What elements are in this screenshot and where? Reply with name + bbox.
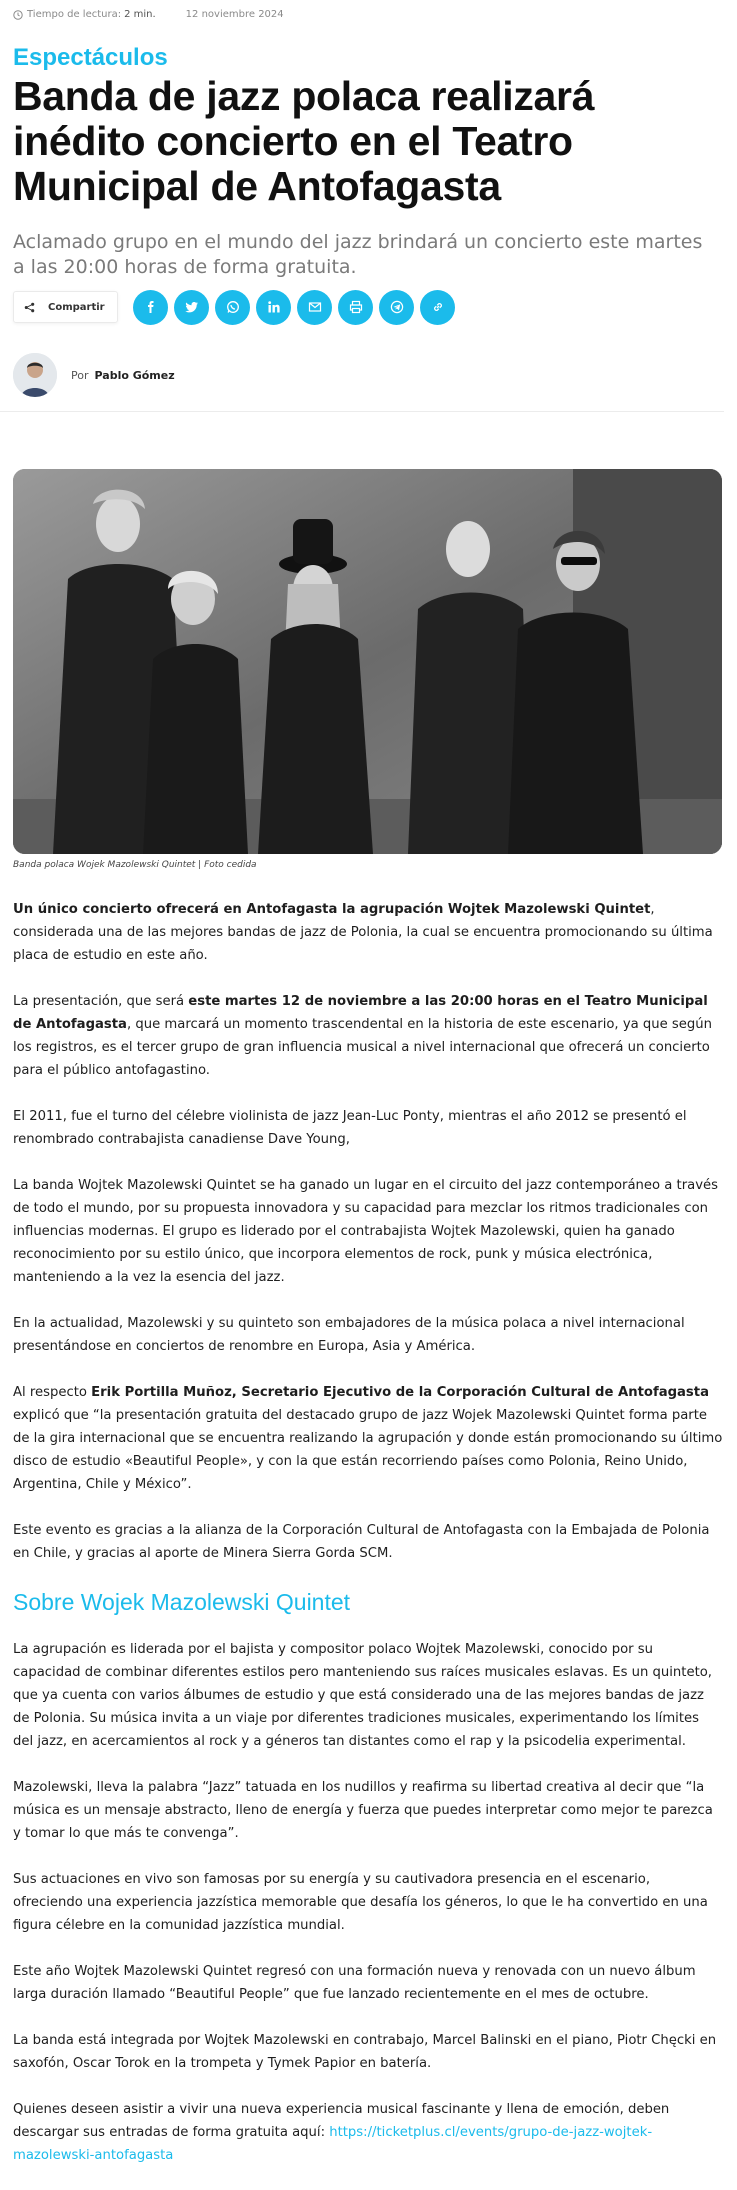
share-label: Compartir xyxy=(48,301,105,313)
reading-time-value: 2 min. xyxy=(124,9,156,20)
linkedin-icon xyxy=(267,300,281,314)
paragraph-text: Quienes deseen asistir a vivir una nueva experiencia musical fascinante y llena de emoción, deben descargar sus entradas de forma gratuita aquí: xyxy=(13,2102,670,2140)
article-meta xyxy=(13,9,284,20)
clock-icon xyxy=(13,10,23,20)
avatar[interactable] xyxy=(13,353,57,397)
author-name[interactable]: Pablo Gómez xyxy=(94,368,175,382)
paragraph: Este evento es gracias a la alianza de la Corporación Cultural de Antofagasta con la Embajada de Polonia en Chile, y gracias al aporte de Minera Sierra Gorda SCM. xyxy=(13,1523,710,1561)
share-print-button[interactable] xyxy=(338,290,373,325)
paragraph: La banda está integrada por Wojtek Mazolewski en contrabajo, Marcel Balinski en el piano, Piotr Chęcki en saxofón, Oscar Torok en la trompeta y Tymek Papior en batería. xyxy=(13,2033,717,2071)
email-icon xyxy=(308,300,322,314)
share-whatsapp-button[interactable] xyxy=(215,290,250,325)
paragraph-bold: Un único concierto ofrecerá en Antofagasta la agrupación Wojtek Mazolewski Quintet xyxy=(13,902,651,917)
share-button[interactable] xyxy=(13,291,118,323)
paragraph: Sus actuaciones en vivo son famosas por su energía y su cautivadora presencia en el escenario, ofreciendo una experiencia jazzística memorable que desafía los géneros, lo que le ha convertido en una figura célebre en la comunidad jazzística mundial. xyxy=(13,1872,708,1933)
article-subtitle: Aclamado grupo en el mundo del jazz brindará un concierto este martes a las 20:00 horas de forma gratuita. xyxy=(13,231,703,278)
share-telegram-button[interactable] xyxy=(379,290,414,325)
paragraph xyxy=(13,1381,723,1496)
tickets-link[interactable]: https://ticketplus.cl/events/grupo-de-jazz-wojtek-mazolewski-antofagasta xyxy=(13,2125,653,2163)
divider xyxy=(0,411,724,412)
telegram-icon xyxy=(390,300,404,314)
section-heading: Sobre Wojek Mazolewski Quintet xyxy=(13,1589,351,1615)
paragraph: Mazolewski, lleva la palabra “Jazz” tatuada en los nudillos y reafirma su libertad creativa al decir que “la música es un mensaje abstracto, lleno de energía y fuerza que puedes interpretar como mejor te parezca y tomar lo que más te convenga”. xyxy=(13,1780,713,1841)
copy-link-button[interactable] xyxy=(420,290,455,325)
print-icon xyxy=(349,300,363,314)
paragraph xyxy=(13,898,723,967)
facebook-icon xyxy=(144,300,158,314)
paragraph: En la actualidad, Mazolewski y su quinteto son embajadores de la música polaca a nivel internacional presentándose en conciertos de renombre en Europa, Asia y América. xyxy=(13,1316,685,1354)
share-linkedin-button[interactable] xyxy=(256,290,291,325)
paragraph-text: explicó que “la presentación gratuita del destacado grupo de jazz Wojek Mazolewski Quintet forma parte de la gira internacional que se encuentra realizando la agrupación y donde están promocionando su último disco de estudio «Beautiful People», y con la que están recorriendo países como Polonia, Reino Unido, Argentina, Chile y México”. xyxy=(13,1408,723,1492)
publish-date: 12 noviembre 2024 xyxy=(185,9,284,20)
whatsapp-icon xyxy=(226,300,240,314)
share-icon xyxy=(24,302,35,313)
share-twitter-button[interactable] xyxy=(174,290,209,325)
share-bar xyxy=(13,290,461,324)
reading-time-label: Tiempo de lectura: xyxy=(27,9,122,20)
author-byline xyxy=(13,353,175,397)
paragraph: Este año Wojtek Mazolewski Quintet regresó con una formación nueva y renovada con un nuevo álbum larga duración llamado “Beautiful People” que fue lanzado recientemente en el mes de octubre. xyxy=(13,1964,696,2002)
share-facebook-button[interactable] xyxy=(133,290,168,325)
paragraph: La banda Wojtek Mazolewski Quintet se ha ganado un lugar en el circuito del jazz contemporáneo a través de todo el mundo, por su propuesta innovadora y su capacidad para mezclar los ritmos tradicionales con influencias modernas. El grupo es liderado por el contrabajista Wojtek Mazolewski, quien ha ganado reconocimiento por su estilo único, que incorpora elementos de rock, punk y música electrónica, manteniendo a la vez la esencia del jazz. xyxy=(13,1178,719,1285)
paragraph-text: , considerada una de las mejores bandas de jazz de Polonia, la cual se encuentra promocionando su última placa de estudio en este año. xyxy=(13,902,713,963)
paragraph xyxy=(13,990,723,1082)
paragraph-text: , que marcará un momento trascendental en la historia de este escenario, ya que según los registros, es el tercer grupo de gran influencia musical a nivel internacional que ofrecerá un concierto para el público antofagastino. xyxy=(13,1017,712,1078)
category-link[interactable]: Espectáculos xyxy=(13,44,168,71)
paragraph: El 2011, fue el turno del célebre violinista de jazz Jean-Luc Ponty, mientras el año 2012 se presentó el renombrado contrabajista canadiense Dave Young, xyxy=(13,1109,687,1147)
share-email-button[interactable] xyxy=(297,290,332,325)
paragraph xyxy=(13,2098,723,2167)
photo-caption: Banda polaca Wojek Mazolewski Quintet | Foto cedida xyxy=(13,860,257,870)
article-body xyxy=(13,898,723,2190)
twitter-icon xyxy=(185,300,199,314)
article-photo xyxy=(13,469,722,854)
page-title: Banda de jazz polaca realizará inédito concierto en el Teatro Municipal de Antofagasta xyxy=(13,73,595,209)
paragraph-bold: Erik Portilla Muñoz, Secretario Ejecutivo de la Corporación Cultural de Antofagasta xyxy=(91,1385,709,1400)
link-icon xyxy=(431,300,445,314)
paragraph: La agrupación es liderada por el bajista y compositor polaco Wojtek Mazolewski, conocido por su capacidad de combinar diferentes estilos pero manteniendo sus raíces musicales eslavas. Es un quinteto, que ya cuenta con varios álbumes de estudio y que está considerado una de las mejores bandas de jazz de Polonia. Su música invita a un viaje por diferentes tradiciones musicales, experimentando los límites del jazz, en acercamientos al rock y a géneros tan distantes como el rap y la psicodelia experimental. xyxy=(13,1642,713,1749)
paragraph-bold: este martes 12 de noviembre a las 20:00 horas en el Teatro Municipal de Antofagasta xyxy=(13,994,708,1032)
paragraph-text: Al respecto xyxy=(13,1385,92,1400)
author-prefix: Por xyxy=(71,368,89,382)
paragraph-text: La presentación, que será xyxy=(13,994,189,1009)
